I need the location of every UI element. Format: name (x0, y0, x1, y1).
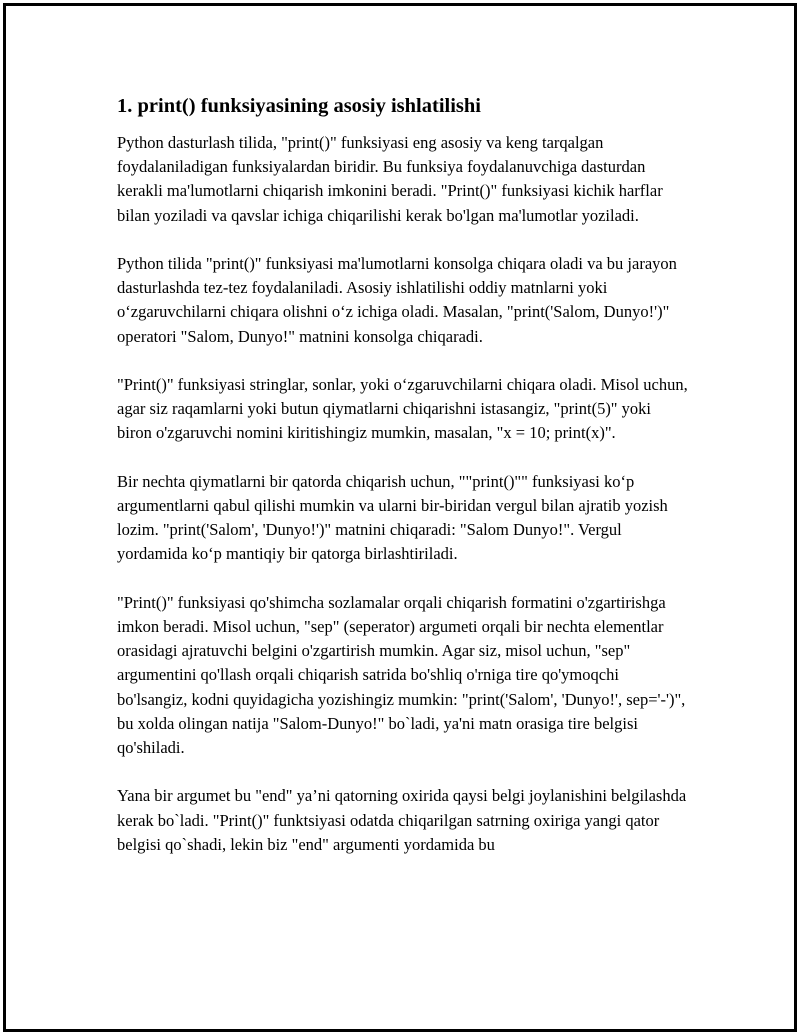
paragraph-multiple-values: Bir nechta qiymatlarni bir qatorda chiqarish uchun, ""print()"" funksiyasi ko‘p argumentlarni qabul qilishi mumkin va ularni bir-biridan vergul bilan ajratib yozish lozim. "print('Salom', 'Dunyo!')" matnini chiqaradi: "Salom Dunyo!". Vergul yordamida ko‘p mantiqiy bir qatorga birlashtiriladi. (117, 471, 668, 564)
paragraph-data-types: "Print()" funksiyasi stringlar, sonlar, yoki o‘zgaruvchilarni chiqara oladi. Misol uchun, agar siz raqamlarni yoki butun qiymatlarni chiqarishni istasangiz, "print(5)" yoki biron o'zgaruvchi nomini kiritishingiz mumkin, masalan, "x = 10; print(x)". (117, 375, 688, 443)
section-heading: 1. print() funksiyasining asosiy ishlatilishi (117, 95, 481, 117)
paragraph-end-argument: Yana bir argumet bu "end" ya’ni qatorning oxirida qaysi belgi joylanishini belgilashda kerak bo`ladi. "Print()" funktsiyasi odatda chiqarilgan satrning oxiriga yangi qator belgisi qo`shadi, lekin biz "end" argumenti yordamida bu (117, 786, 687, 854)
paragraph-console-output: Python tilida "print()" funksiyasi ma'lumotlarni konsolga chiqara oladi va bu jarayon dasturlashda tez-tez foydalaniladi. Asosiy ishlatilishi oddiy matnlarni yoki o‘zgaruvchilarni chiqara olishni o‘z ichiga oladi. Masalan, "print('Salom, Dunyo!')" operatori "Salom, Dunyo!" matnini konsolga chiqaradi. (117, 254, 677, 346)
paragraph-sep-argument: "Print()" funksiyasi qo'shimcha sozlamalar orqali chiqarish formatini o'zgartirishga imkon beradi. Misol uchun, "sep" (seperator) argumeti orqali bir nechta elementlar orasidagi ajratuvchi belgini o'zgartirish mumkin. Agar siz, misol uchun, "sep" argumentini qo'llash orqali chiqarish satrida bo'shliq o'rniga tire qo'ymoqchi bo'lsangiz, kodni quyidagicha yozishingiz mumkin: "print('Salom', 'Dunyo!', sep='-')", bu xolda olingan natija "Salom-Dunyo!" bo`ladi, ya'ni matn orasiga tire belgisi qo'shiladi. (117, 592, 686, 758)
document-body (117, 92, 689, 881)
paragraph-print-intro: Python dasturlash tilida, "print()" funksiyasi eng asosiy va keng tarqalgan foydalaniladigan funksiyalardan biridir. Bu funksiya foydalanuvchiga dasturdan kerakli ma'lumotlarni chiqarish imkonini beradi. "Print()" funksiyasi kichik harflar bilan yoziladi va qavslar ichiga chiqarilishi kerak bo'lgan ma'lumotlar yoziladi. (117, 133, 663, 225)
